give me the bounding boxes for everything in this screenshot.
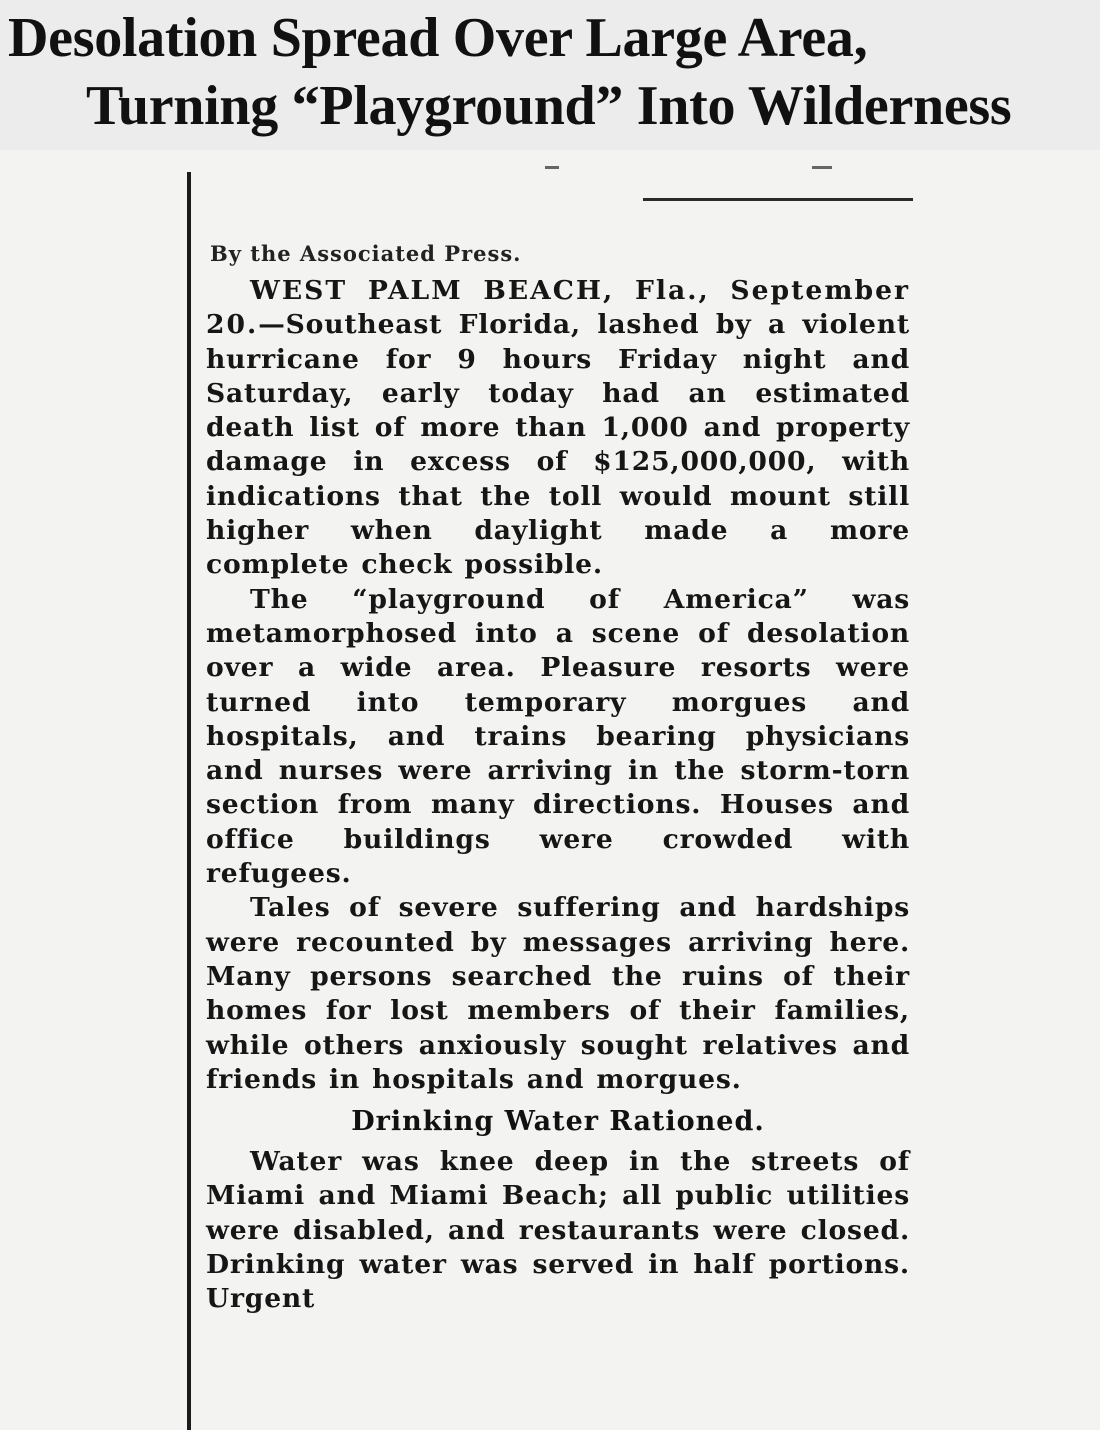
headline-line-2: Turning “Playground” Into Wilderness [86, 75, 1012, 137]
article-paragraph-2: The “playground of America” was metamorphosed into a scene of desolation over a wide area. Pleasure resorts were turned into temporary morgues and hospitals, and trains bearing physicians and nurses were arriving in the storm-torn section from many directions. Houses and office buildings were crowded with refugees. [206, 583, 910, 890]
paragraph-1-body: —Southeast Florida, lashed by a violent hurricane for 9 hours Friday night and Saturday, early today had an estimated death list of more than 1,000 and property damage in excess of $125,000,000, with indications that the toll would mount still higher when daylight made a more complete check possible. [206, 309, 910, 581]
dateline: WEST PALM BEACH, Fla., September 20. [206, 275, 910, 341]
column-rule-left [187, 172, 191, 1430]
byline: By the Associated Press. [210, 241, 522, 266]
ink-bleed-mark [545, 166, 559, 169]
article-paragraph-4: Water was knee deep in the streets of Miami and Miami Beach; all public utilities were disabled, and restaurants were closed. Drinking water was served in half portions. Urgent [206, 1146, 910, 1315]
headline-band [0, 0, 1100, 150]
ink-bleed-mark [812, 166, 832, 169]
headline-line-1: Desolation Spread Over Large Area, [8, 7, 868, 69]
article-paragraph-1 [206, 274, 910, 583]
subheading: Drinking Water Rationed. [351, 1106, 765, 1138]
article-paragraph-3: Tales of severe suffering and hardships were recounted by messages arriving here. Many persons searched the ruins of their homes for lost members of their families, while others anxiously sought relatives and friends in hospitals and morgues. [206, 892, 910, 1095]
article-column [206, 240, 910, 1317]
column-top-rule [643, 198, 913, 201]
